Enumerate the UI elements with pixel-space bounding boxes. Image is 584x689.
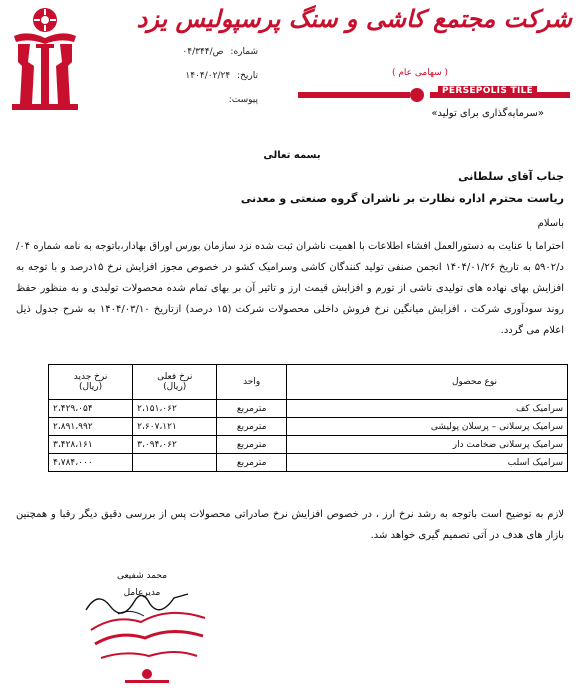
brand-sun-icon (410, 88, 424, 102)
row-product: سرامیک پرسلانی ضخامت دار (286, 436, 567, 454)
row-unit: مترمربع (217, 454, 287, 472)
row-new-rate: ۲،۴۲۹،۰۵۴ (49, 400, 133, 418)
header-current-rate-label: نرخ فعلی (157, 372, 193, 382)
table-row (49, 436, 568, 454)
signer-name: محمد شفیعی (116, 571, 168, 581)
header-current-rate (133, 365, 217, 400)
persepolis-emblem-logo (8, 4, 82, 114)
row-product: سرامیک اسلب (286, 454, 567, 472)
letter-attachment-row (138, 88, 258, 112)
row-unit: مترمربع (217, 418, 287, 436)
company-slogan: «سرمایه‌گذاری برای تولید» (431, 108, 544, 119)
table-row (49, 454, 568, 472)
row-current-rate: ۲،۶۰۷،۱۲۱ (133, 418, 217, 436)
letter-meta (138, 40, 258, 112)
row-new-rate: ۴،۷۸۴،۰۰۰ (49, 454, 133, 472)
row-new-rate: ۳،۴۲۸،۱۶۱ (49, 436, 133, 454)
header-new-rate-label: نرخ جدید (73, 372, 108, 382)
price-table-header-row (49, 365, 568, 400)
brand-bar (298, 88, 570, 102)
signer-title: مدیرعامل (123, 588, 161, 598)
brand-name-english: PERSEPOLIS TILE (438, 86, 537, 96)
letter-body: احتراما با عنایت به دستورالعمل افشاء اطلاعات با اهمیت ناشران ثبت شده نزد سازمان بورس اوراق بهادار،باتوجه به نامه شماره ۰۴/د/۵۹۰۲ به تاریخ ۱۴۰۴/۰۱/۲۶ انجمن صنفی تولید کنندگان کاشی وسرامیک کشو در خصوص مجوز افزایش نرخ ۱۵درصد و با توجه به افزایش بهای نهاده های تولیدی ناشی از تورم و افزایش قیمت ارز و تاثیر آن بر بهای تمام شده محصولات تولیدی و به منظور حفظ روند سودآوری شرکت ، افزایش میانگین نرخ فروش داخلی محصولات شرکت (۱۵ درصد) ازتاریخ ۱۴۰۴/۰۳/۱۰ به شرح جدول ذیل اعلام می گردد. (16, 241, 565, 336)
header-product: نوع محصول (286, 365, 567, 400)
letter-attachment-label: پیوست: (228, 95, 258, 105)
row-product: سرامیک پرسلانی – پرسلان پولیشی (286, 418, 567, 436)
company-stamp (85, 600, 215, 686)
row-product: سرامیک کف (286, 400, 567, 418)
letter-number-value: ص/۰۴/۳۴۴ (182, 47, 224, 57)
addressee-position: ریاست محترم اداره نظارت بر ناشران گروه صنعتی و معدنی (240, 192, 564, 205)
letter-date-label: تاریخ: (237, 71, 258, 81)
price-table (48, 364, 568, 472)
table-row (49, 418, 568, 436)
row-unit: مترمربع (217, 400, 287, 418)
letter-date-row (138, 64, 258, 88)
brand-ribbon-persian (298, 92, 410, 98)
header-current-rate-unit: (ریال) (163, 382, 187, 392)
company-type: ( سهامی عام ) (391, 68, 449, 78)
header-new-rate (49, 365, 133, 400)
row-current-rate (133, 454, 217, 472)
header-unit: واحد (217, 365, 287, 400)
row-unit: مترمربع (217, 436, 287, 454)
bismillah-heading: بسمه تعالی (263, 150, 321, 161)
letter-number-row (138, 40, 258, 64)
row-current-rate: ۳،۰۹۴،۰۶۲ (133, 436, 217, 454)
letter-date-value: ۱۴۰۴/۰۲/۲۴ (185, 71, 231, 81)
table-row (49, 400, 568, 418)
greeting: باسلام (537, 218, 564, 229)
closing-paragraph: لازم به توضیح است باتوجه به رشد نرخ ارز ، در خصوص افزایش نرخ صادراتی محصولات پس از بررسی دقیق دیگر رقبا و همچنین بازار های هدف در آتی تصمیم گیری خواهد شد. (16, 509, 564, 541)
company-name: شرکت مجتمع کاشی و سنگ پرسپولیس یزد (136, 4, 572, 33)
letter-number-label: شماره: (230, 47, 258, 57)
header-new-rate-unit: (ریال) (79, 382, 103, 392)
row-new-rate: ۲،۸۹۱،۹۹۲ (49, 418, 133, 436)
row-current-rate: ۲،۱۵۱،۰۶۲ (133, 400, 217, 418)
addressee: جناب آقای سلطانی (458, 170, 564, 183)
